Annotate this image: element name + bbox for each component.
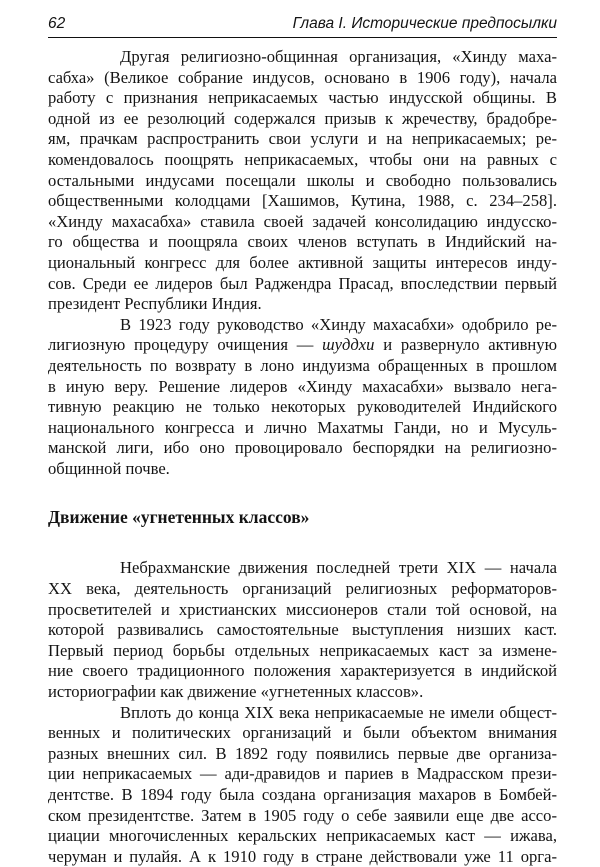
text-line: общественными колодцами [Хашимов, Кутина, 1988, с. 234–258].	[48, 191, 557, 211]
text-line: сов. Среди ее лидеров был Раджендра Прасад, впоследствии первый	[48, 273, 557, 293]
running-head	[48, 14, 557, 38]
text-line: «Хинду махасабха» ставила своей задачей консолидацию индусско-	[48, 211, 557, 231]
paragraph-untouchable-organizations	[48, 703, 557, 867]
text-line: циации многочисленных керальских неприкасаемых каст — ижава,	[48, 826, 557, 846]
text-line: разных внешних сил. В 1892 году появились первые две организа-	[48, 743, 557, 763]
text-line: одной из ее резолюций содержался призыв к жречеству, брадобре-	[48, 108, 557, 128]
text-line: просветителей и христианских миссионеров стали той основой, на	[48, 599, 557, 619]
text-line: ском президентстве. Затем в 1905 году о себе заявили еще две ассо-	[48, 805, 557, 825]
text-line: Небрахманские движения последней трети XIX — начала	[120, 558, 557, 578]
text-line: Первый период борьбы отдельных неприкасаемых каст за измене-	[48, 640, 557, 660]
section-heading: Движение «угнетенных классов»	[48, 507, 310, 528]
text-line-with-term	[48, 335, 557, 356]
text-line: В 1923 году руководство «Хинду махасабхи» одобрило ре-	[120, 314, 557, 334]
paragraph-hindu-mahasabha	[48, 47, 557, 315]
text-line: сабха» (Великое собрание индусов, основано в 1906 году), начала	[48, 67, 557, 87]
paragraph-shuddhi	[48, 315, 557, 480]
text-line: циональный конгресс для более активной защиты интересов инду-	[48, 252, 557, 272]
italic-term-shuddhi: шуддхи	[322, 335, 375, 355]
chapter-title: Глава I. Исторические предпосылки	[292, 15, 557, 32]
text-line: ции неприкасаемых — ади-дравидов и париев в Мадрасском прези-	[48, 764, 557, 784]
text-segment: лигиозную процедуру очищения —	[48, 335, 323, 355]
page-number: 62	[48, 15, 66, 32]
text-line: работу с признания неприкасаемых частью индусской общины. В	[48, 88, 557, 108]
text-line: ние своего традиционного положения характеризуется в индийской	[48, 661, 557, 681]
text-line: в иную веру. Решение лидеров «Хинду махасабхи» вызвало нега-	[48, 376, 557, 396]
text-line: комендовалось поощрять неприкасаемых, чтобы они на равных с	[48, 149, 557, 169]
text-line: го общества и поощряла своих членов вступать в Индийский на-	[48, 232, 557, 252]
text-line: тивную реакцию не только некоторых руководителей Индийского	[48, 397, 557, 417]
text-line: президент Республики Индия.	[48, 294, 262, 314]
text-line: черуман и пулайя. А к 1910 году в стране действовали уже 11 орга-	[48, 846, 557, 866]
text-line: ям, прачкам распространить свои услуги и на неприкасаемых; ре-	[48, 129, 557, 149]
text-line: Другая религиозно-общинная организация, «Хинду маха-	[120, 47, 557, 66]
text-line: которой развивались самостоятельные выступления низших каст.	[48, 620, 557, 640]
book-page	[48, 14, 557, 867]
text-line: манской лиги, ибо оно провоцировало беспорядки на религиозно-	[48, 438, 557, 458]
text-line: остальными индусами посещали школы и свободно пользовались	[48, 170, 557, 190]
body-text	[48, 47, 557, 867]
text-line: XX века, деятельность организаций религиозных реформаторов-	[48, 579, 557, 599]
text-line: деятельность по возврату в лоно индуизма обращенных в прошлом	[48, 355, 557, 375]
text-line: национального конгресса и лично Махатмы Ганди, но и Мусуль-	[48, 417, 557, 437]
text-line: историографии как движение «угнетенных классов».	[48, 682, 424, 702]
text-line: Вплоть до конца XIX века неприкасаемые не имели общест-	[120, 702, 557, 722]
paragraph-non-brahmin-movements	[48, 558, 557, 702]
text-line: общинной почве.	[48, 458, 170, 478]
text-segment: и развернуло активную	[374, 335, 557, 355]
text-line: венных и политических организаций и были объектом внимания	[48, 723, 557, 743]
text-line: дентстве. В 1894 году была создана организация махаров в Бомбей-	[48, 785, 557, 804]
